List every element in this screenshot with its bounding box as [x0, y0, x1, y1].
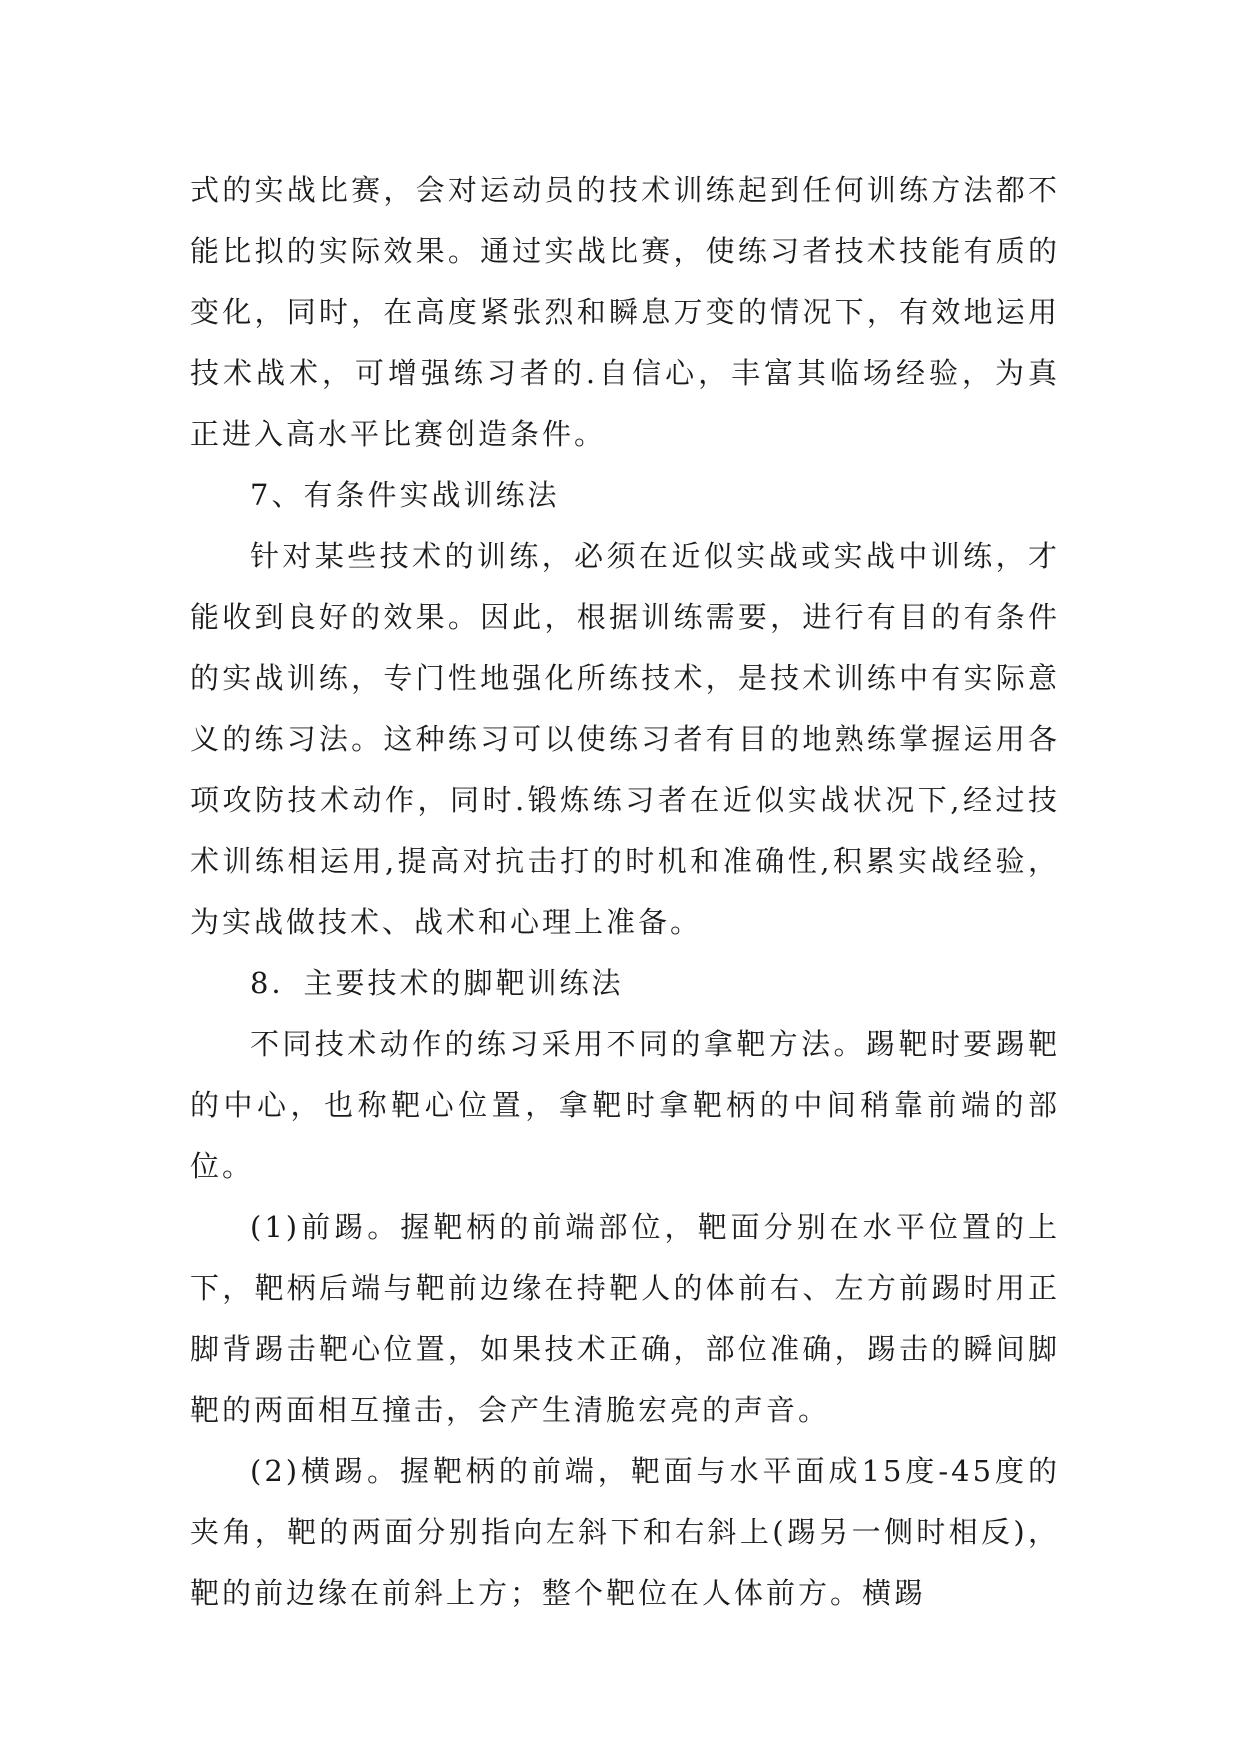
paragraph-target-holding: 不同技术动作的练习采用不同的拿靶方法。踢靶时要踢靶的中心，也称靶心位置，拿靶时拿靶柄的中间稍靠前端的部位。 [190, 1027, 1060, 1183]
paragraph-roundhouse-kick: (2)横踢。握靶柄的前端，靶面与水平面成15度-45度的夹角，靶的两面分别指向左斜下和右斜上(踢另一侧时相反)，靶的前边缘在前斜上方；整个靶位在人体前方。横踢 [190, 1454, 1060, 1610]
paragraph-conditional-sparring: 针对某些技术的训练，必须在近似实战或实战中训练，才能收到良好的效果。因此，根据训练需要，进行有目的有条件的实战训练，专门性地强化所练技术，是技术训练中有实际意义的练习法。这种练习可以使练习者有目的地熟练掌握运用各项攻防技术动作，同时.锻炼练习者在近似实战状况下,经过技术训练相运用,提高对抗击打的时机和准确性,积累实战经验，为实战做技术、战术和心理上准备。 [190, 539, 1060, 939]
heading-conditional-sparring: 7、有条件实战训练法 [250, 478, 560, 512]
paragraph-competition-effect: 式的实战比赛，会对运动员的技术训练起到任何训练方法都不能比拟的实际效果。通过实战比赛，使练习者技术技能有质的变化，同时，在高度紧张烈和瞬息万变的情况下，有效地运用技术战术，可增强练习者的.自信心，丰富其临场经验，为真正进入高水平比赛创造条件。 [190, 173, 1060, 451]
document-body [190, 160, 1060, 1624]
paragraph-front-kick: (1)前踢。握靶柄的前端部位，靶面分别在水平位置的上下，靶柄后端与靶前边缘在持靶人的体前右、左方前踢时用正脚背踢击靶心位置，如果技术正确，部位准确，踢击的瞬间脚靶的两面相互撞击，会产生清脆宏亮的声音。 [190, 1210, 1060, 1427]
heading-foot-target-training: 8．主要技术的脚靶训练法 [250, 966, 624, 1000]
